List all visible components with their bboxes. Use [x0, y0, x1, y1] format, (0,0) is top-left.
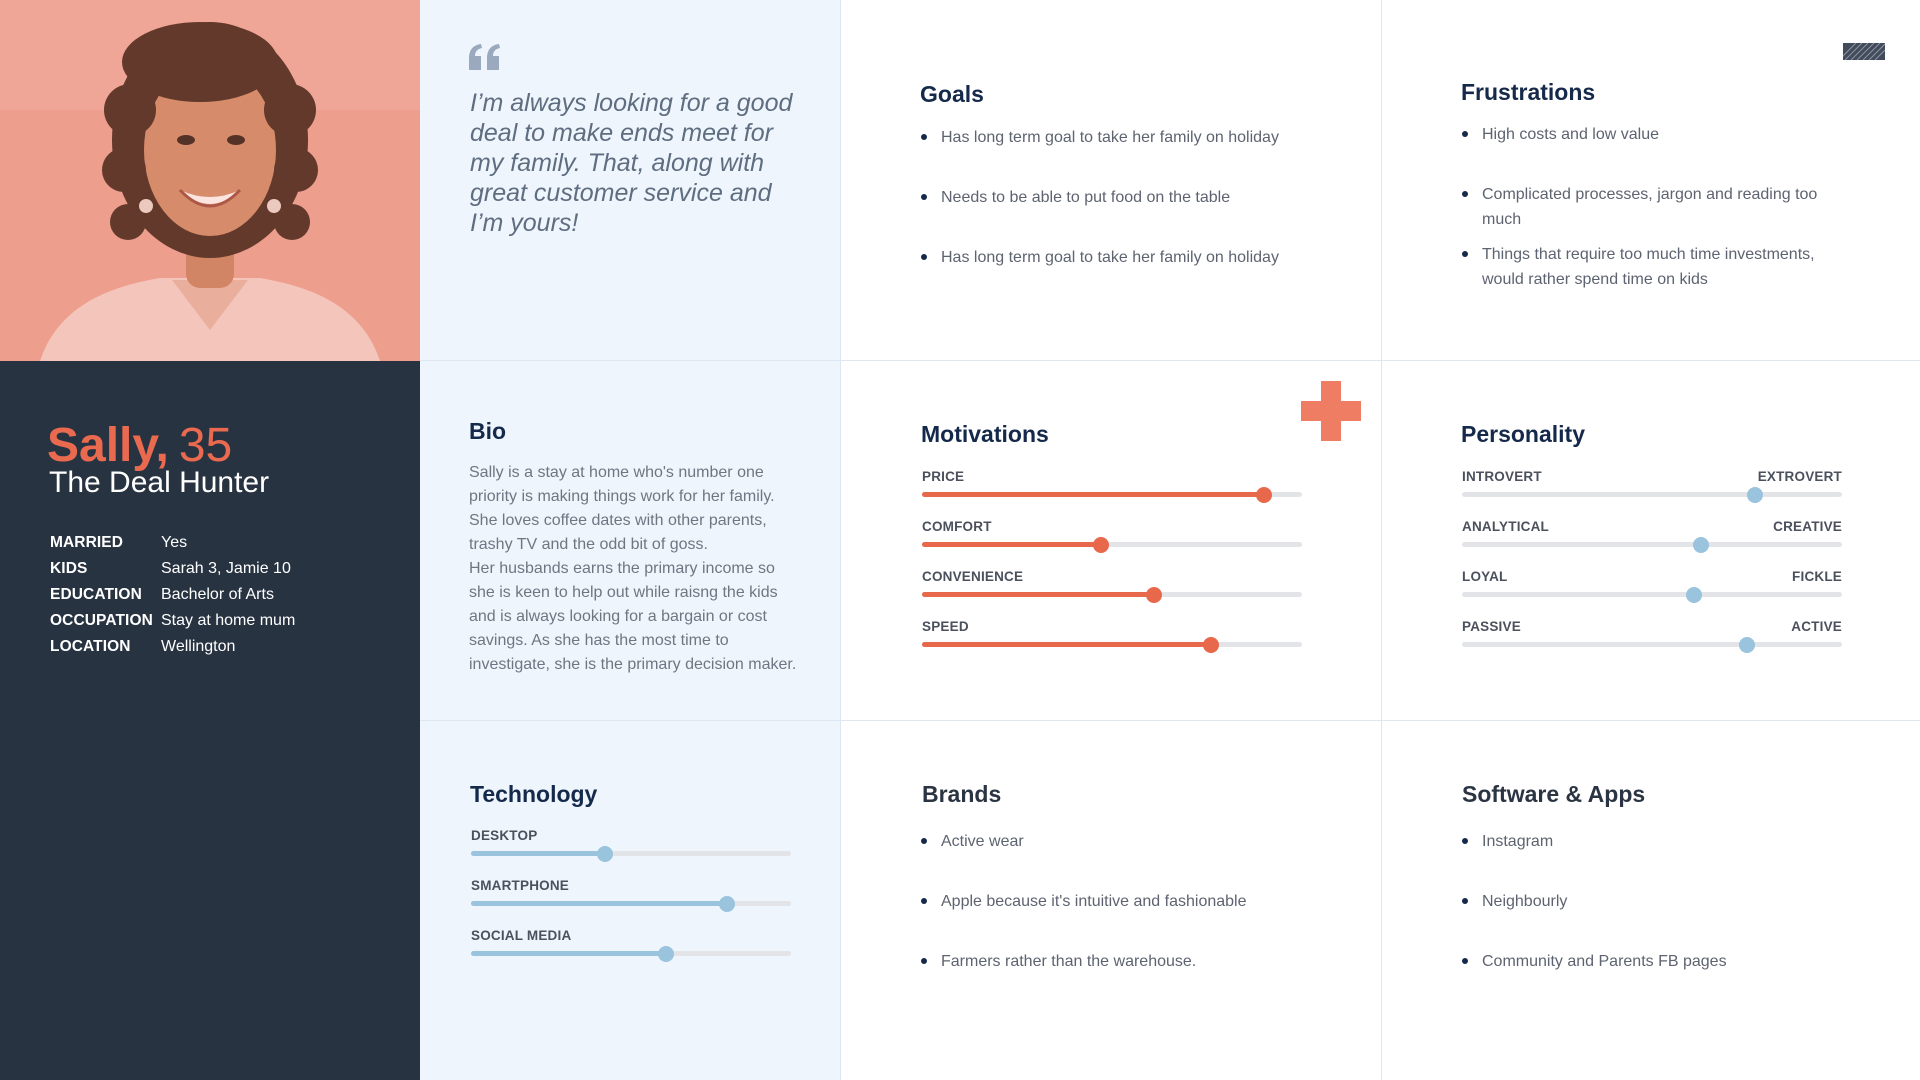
motivation-slider	[922, 569, 1302, 593]
personality-slider	[1462, 569, 1842, 593]
slider-track	[1462, 542, 1842, 547]
technology-slider	[471, 928, 791, 952]
slider-knob	[1146, 587, 1162, 603]
persona-first-name: Sally,	[47, 419, 169, 472]
fact-value: Stay at home mum	[161, 612, 296, 629]
software-item: Community and Parents FB pages	[1461, 949, 1861, 974]
persona-age: 35	[178, 419, 233, 472]
frustrations-item: Things that require too much time investments, would rather spend time on kids	[1461, 242, 1851, 292]
persona-facts	[50, 530, 295, 660]
slider-fill	[922, 642, 1211, 647]
technology-title: Technology	[470, 781, 598, 807]
technology-slider	[471, 878, 791, 902]
motivation-label: CONVENIENCE	[922, 569, 1024, 584]
software-list	[1461, 829, 1861, 974]
slider-track	[471, 851, 791, 856]
fact-key: OCCUPATION	[50, 612, 153, 629]
slider-knob	[719, 896, 735, 912]
slider-track	[922, 542, 1302, 547]
slider-knob	[1686, 587, 1702, 603]
software-item: Neighbourly	[1461, 889, 1861, 914]
slider-track	[471, 951, 791, 956]
slider-knob	[1693, 537, 1709, 553]
goals-title: Goals	[920, 81, 984, 107]
frustrations-item: Complicated processes, jargon and reading too much	[1461, 182, 1851, 232]
fact-value: Sarah 3, Jamie 10	[161, 560, 291, 577]
fact-row	[50, 556, 295, 582]
software-item: Instagram	[1461, 829, 1861, 854]
motivation-slider	[922, 519, 1302, 543]
motivation-slider	[922, 469, 1302, 493]
motivations-title: Motivations	[921, 421, 1049, 447]
fact-value: Bachelor of Arts	[161, 586, 274, 603]
personality-title: Personality	[1461, 421, 1585, 447]
technology-label: SMARTPHONE	[471, 878, 570, 893]
plus-decoration-icon	[1301, 381, 1361, 441]
fact-key: KIDS	[50, 560, 88, 577]
slider-track	[471, 901, 791, 906]
goals-item: Has long term goal to take her family on holiday	[920, 245, 1340, 270]
stripes-decoration-icon	[1843, 43, 1885, 60]
personality-right-label: ACTIVE	[1791, 619, 1842, 634]
personality-left-label: INTROVERT	[1462, 469, 1542, 484]
fact-row	[50, 530, 295, 556]
slider-fill	[471, 951, 666, 956]
goals-item: Needs to be able to put food on the table	[920, 185, 1340, 210]
slider-knob	[1203, 637, 1219, 653]
personality-right-label: CREATIVE	[1773, 519, 1842, 534]
frustrations-list	[1461, 122, 1851, 292]
slider-track	[1462, 492, 1842, 497]
fact-key: MARRIED	[50, 534, 124, 551]
personality-slider	[1462, 469, 1842, 493]
motivation-slider	[922, 619, 1302, 643]
frustrations-title: Frustrations	[1461, 79, 1596, 105]
slider-fill	[922, 492, 1264, 497]
persona-title: The Deal Hunter	[49, 466, 270, 499]
goals-item: Has long term goal to take her family on holiday	[920, 125, 1340, 150]
technology-slider	[471, 828, 791, 852]
fact-key: LOCATION	[50, 638, 131, 655]
brands-item: Apple because it's intuitive and fashionable	[920, 889, 1340, 914]
bio-title: Bio	[469, 418, 507, 444]
motivation-label: COMFORT	[922, 519, 992, 534]
persona-photo	[0, 0, 420, 361]
personality-left-label: LOYAL	[1462, 569, 1508, 584]
personality-right-label: FICKLE	[1792, 569, 1842, 584]
frustrations-item: High costs and low value	[1461, 122, 1851, 147]
slider-track	[922, 592, 1302, 597]
row-divider	[420, 360, 1920, 361]
personality-slider	[1462, 619, 1842, 643]
personality-slider	[1462, 519, 1842, 543]
brands-item: Farmers rather than the warehouse.	[920, 949, 1340, 974]
brands-title: Brands	[922, 781, 1002, 807]
fact-value: Yes	[161, 534, 188, 551]
slider-knob	[1093, 537, 1109, 553]
goals-list	[920, 125, 1340, 270]
bio-paragraph: Sally is a stay at home who's number one priority is making things work for her family. She loves coffee dates with other parents, trashy TV and the odd bit of goss.	[469, 464, 775, 553]
quote-icon	[469, 44, 501, 70]
fact-row	[50, 582, 295, 608]
slider-fill	[471, 851, 605, 856]
row-divider	[420, 720, 1920, 721]
column-divider	[1381, 0, 1382, 1080]
slider-knob	[1256, 487, 1272, 503]
slider-fill	[471, 901, 727, 906]
slider-fill	[922, 542, 1101, 547]
slider-knob	[1739, 637, 1755, 653]
software-title: Software & Apps	[1462, 781, 1646, 807]
motivation-label: PRICE	[922, 469, 965, 484]
bio-text	[469, 461, 799, 677]
bio-paragraph: Her husbands earns the primary income so she is keen to help out while raisng the kids and is always looking for a bargain or cost savings. As she has the most time to investigate, she is the primary decision maker.	[469, 560, 797, 673]
motivation-label: SPEED	[922, 619, 969, 634]
personality-left-label: ANALYTICAL	[1462, 519, 1550, 534]
slider-track	[922, 492, 1302, 497]
slider-fill	[922, 592, 1154, 597]
technology-label: SOCIAL MEDIA	[471, 928, 572, 943]
brands-item: Active wear	[920, 829, 1340, 854]
persona-quote: I’m always looking for a good deal to make ends meet for my family. That, along with great customer service and I’m yours!	[470, 89, 793, 237]
personality-left-label: PASSIVE	[1462, 619, 1521, 634]
fact-key: EDUCATION	[50, 586, 142, 603]
fact-value: Wellington	[161, 638, 236, 655]
brands-list	[920, 829, 1340, 974]
profile-sidebar	[0, 0, 420, 1080]
slider-knob	[1747, 487, 1763, 503]
slider-track	[922, 642, 1302, 647]
slider-track	[1462, 642, 1842, 647]
slider-track	[1462, 592, 1842, 597]
fact-row	[50, 608, 295, 634]
column-divider	[840, 0, 841, 1080]
personality-right-label: EXTROVERT	[1757, 469, 1842, 484]
fact-row	[50, 634, 295, 660]
technology-label: DESKTOP	[471, 828, 538, 843]
